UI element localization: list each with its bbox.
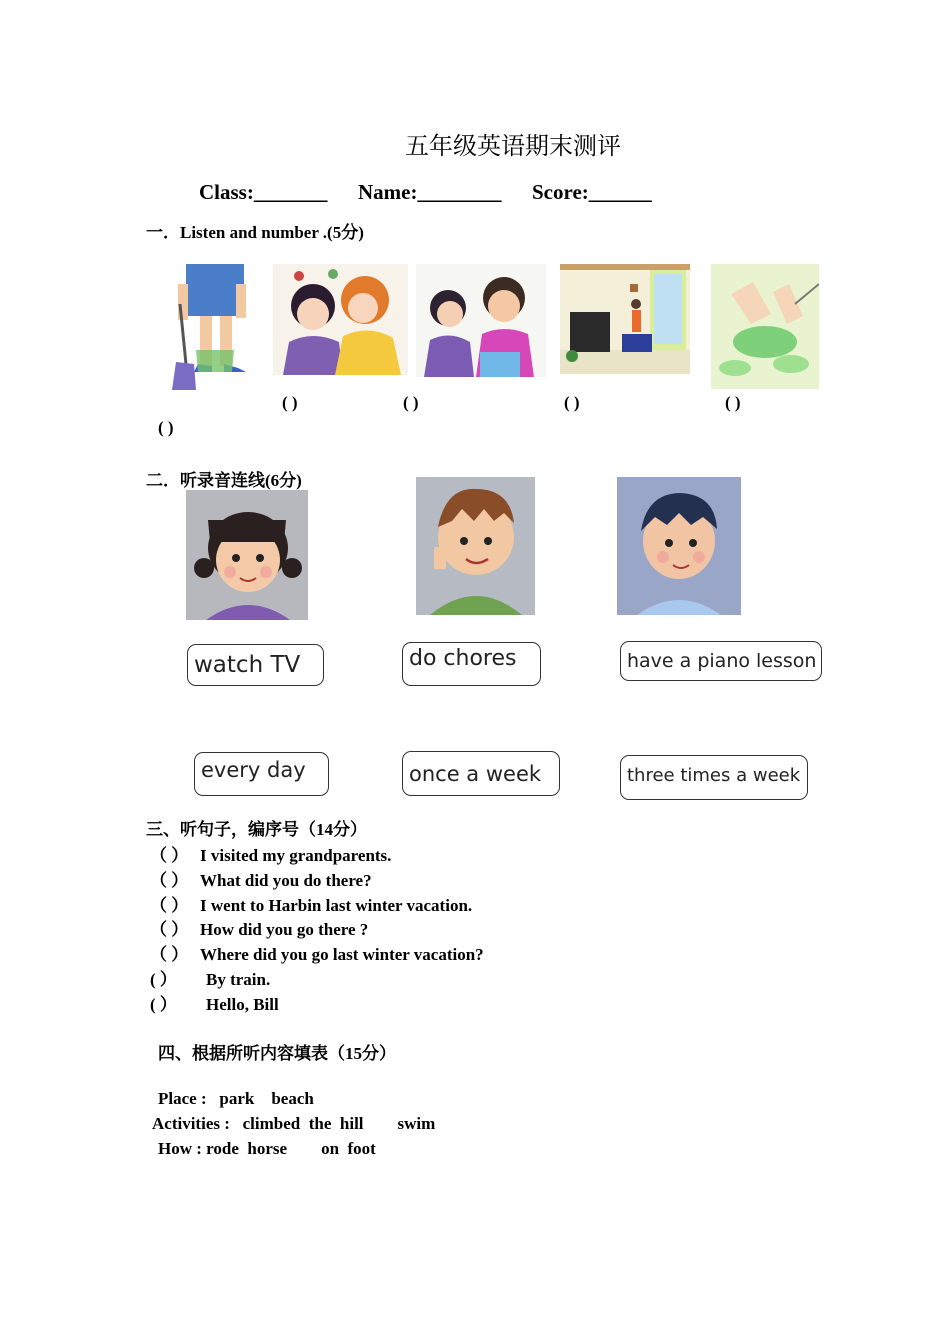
sentence-text: By train.	[206, 970, 271, 989]
place-row	[158, 1089, 314, 1109]
sentence-text: Hello, Bill	[206, 995, 279, 1014]
boy-face-2	[617, 477, 741, 615]
place-label: Place :	[158, 1089, 207, 1108]
activity-watch-tv[interactable]: watch TV	[187, 644, 324, 686]
frequency-every-day[interactable]: every day	[194, 752, 329, 796]
sentence-3	[150, 891, 472, 916]
how-label: How :	[158, 1139, 202, 1158]
sentence-paren[interactable]: （ ）	[150, 920, 189, 939]
sentence-2	[150, 866, 372, 891]
sentence-paren[interactable]: （ ）	[150, 896, 189, 915]
sentence-paren[interactable]: （ ）	[150, 846, 189, 865]
activities-label: Activities :	[152, 1114, 230, 1133]
score-field[interactable]: Score:______	[532, 180, 652, 204]
sentence-paren[interactable]: ( ）	[150, 970, 177, 989]
blank-4[interactable]: ( )	[725, 393, 741, 412]
page-title: 五年级英语期末测评	[405, 132, 621, 160]
girl-face	[186, 490, 308, 620]
section4-heading: 四、根据所听内容填表（15分）	[158, 1044, 396, 1063]
activity-do-chores[interactable]: do chores	[402, 642, 541, 686]
blank-3[interactable]: ( )	[564, 393, 580, 412]
sentence-text: Where did you go last winter vacation?	[200, 945, 484, 964]
section2-heading: 二．听录音连线(6分)	[146, 471, 302, 490]
sentence-text: I went to Harbin last winter vacation.	[200, 896, 473, 915]
sentence-4	[150, 915, 368, 940]
class-field[interactable]: Class:_______	[199, 180, 328, 204]
sentence-1	[150, 841, 391, 866]
blank-2[interactable]: ( )	[403, 393, 419, 412]
girls-talking-picture	[273, 264, 408, 375]
activities-values: climbed the hill swim	[242, 1114, 436, 1133]
sentence-paren[interactable]: （ ）	[150, 871, 189, 890]
how-values: rode horse on foot	[206, 1139, 376, 1158]
sentence-paren[interactable]: ( ）	[150, 995, 177, 1014]
how-row	[158, 1139, 376, 1159]
sentence-text: What did you do there?	[200, 871, 372, 890]
name-field[interactable]: Name:________	[358, 180, 502, 204]
frequency-once-a-week[interactable]: once a week	[402, 751, 560, 796]
room-piano-picture	[560, 264, 690, 374]
sweep-floor-picture	[172, 264, 264, 390]
washing-dishes-picture	[711, 264, 819, 389]
children-walking-picture	[416, 264, 546, 377]
blank-1[interactable]: ( )	[282, 393, 298, 412]
sentence-6	[150, 965, 270, 990]
sentence-paren[interactable]: （ ）	[150, 945, 189, 964]
frequency-three-times[interactable]: three times a week	[620, 755, 808, 800]
place-values: park beach	[219, 1089, 314, 1108]
activity-piano-lesson[interactable]: have a piano lesson	[620, 641, 822, 681]
sentence-text: How did you go there ?	[200, 920, 369, 939]
sentence-5	[150, 940, 484, 965]
boy-face-1	[416, 477, 535, 615]
section1-heading: 一．Listen and number .(5分)	[146, 223, 364, 242]
activities-row	[152, 1114, 435, 1134]
sentence-text: I visited my grandparents.	[200, 846, 392, 865]
sentence-7	[150, 990, 279, 1015]
blank-5[interactable]: ( )	[158, 418, 174, 437]
section3-heading: 三、听句子，编序号（14分）	[146, 820, 367, 839]
